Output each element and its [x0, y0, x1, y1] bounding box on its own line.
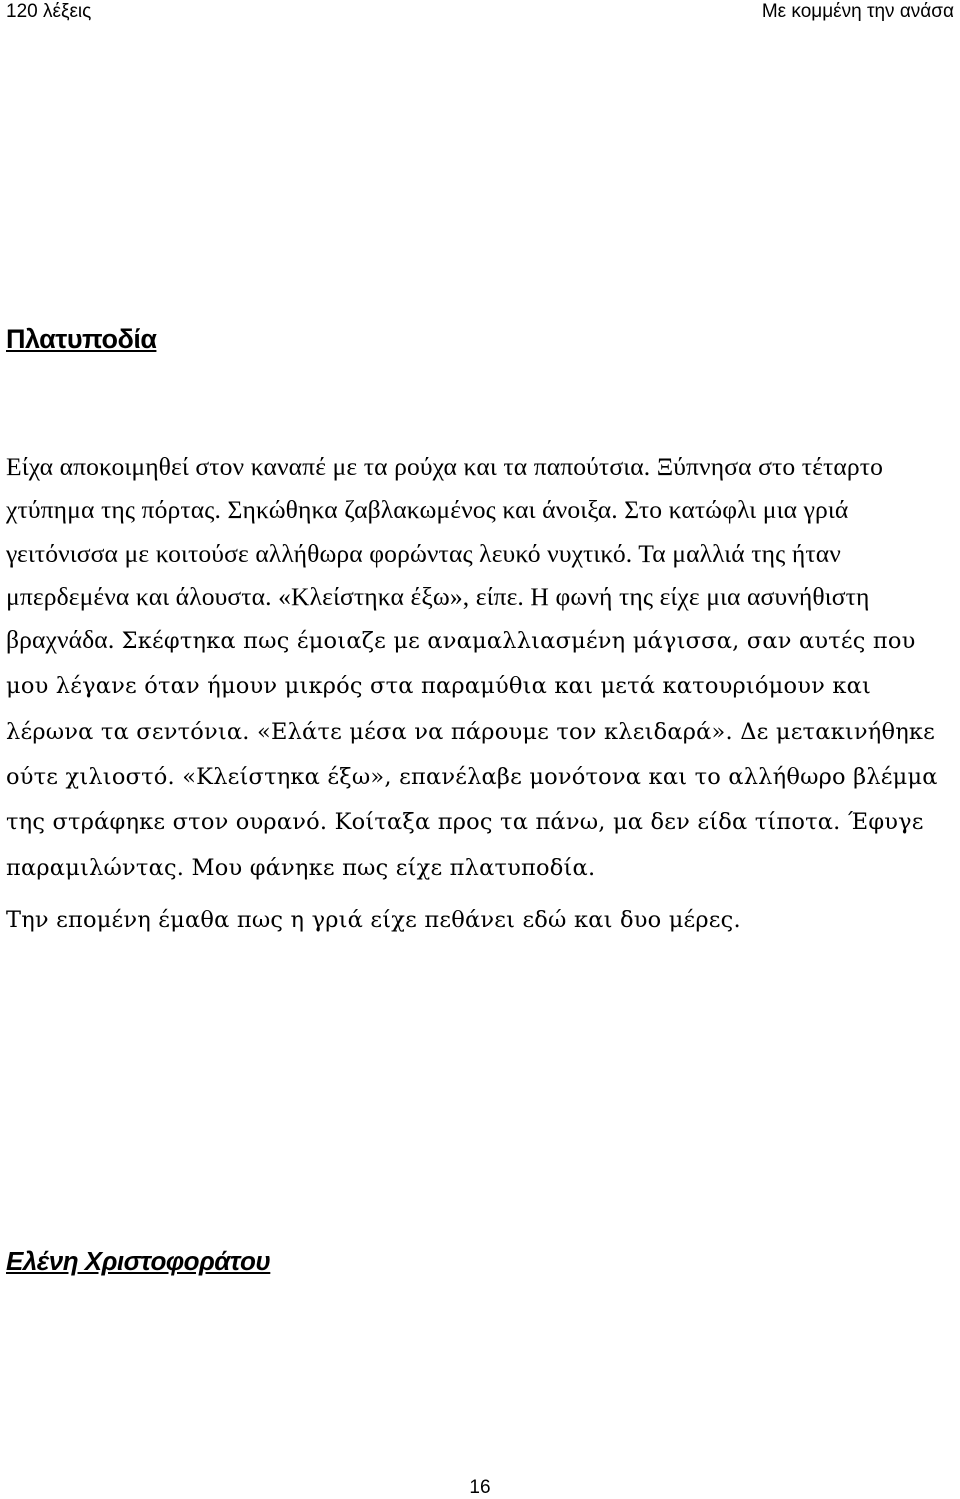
author-name: Ελένη Χριστοφοράτου	[6, 1246, 271, 1276]
story-title: Πλατυποδία	[6, 324, 157, 354]
story-body	[6, 445, 951, 942]
running-header	[6, 0, 954, 28]
story-paragraph	[6, 445, 951, 890]
story-closing-paragraph: Την επομένη έμαθα πως η γριά είχε πεθάνει εδώ και δυο μέρες.	[6, 906, 741, 933]
header-word-count: 120 λέξεις	[6, 1, 92, 22]
paragraph-text-segment: Είχα αποκοιμηθεί στον καναπέ με τα ρούχα και τα παπούτσια. Ξύπνησα στο τέταρτο χτύπημα της πόρτας. Σηκώθηκα ζαβλακωμένος και άνοιξα. Στο κατώφλι μια γριά γειτόνισσα με κοιτούσε αλλήθωρα φορώντας λευκό νυχτικό. Τα μαλλιά της ήταν μπερδεμένα και άλουστα. «Κλείστηκα έξω», είπε. Η φωνή της είχε μια ασυνήθιστη βραχνάδα.	[6, 452, 884, 655]
page-number: 16	[469, 1477, 491, 1498]
header-collection-title: Με κομμένη την ανάσα	[761, 1, 954, 22]
paragraph-text-segment: Σκέφτηκα πως έμοιαζε με αναμαλλιασμένη μάγισσα, σαν αυτές που μου λέγανε όταν ήμουν μικρός στα παραμύθια και μετά κατουριόμουν και λέρωνα τα σεντόνια. «Ελάτε μέσα να πάρουμε τον κλειδαρά». Δε μετακινήθηκε ούτε χιλιοστό. «Κλείστηκα έξω», επανέλαβε μονότονα και το αλλήθωρο βλέμμα της στράφηκε στον ουρανό. Κοίταξα προς τα πάνω, μα δεν είδα τίποτα. Έφυγε παραμιλώντας. Μου φάνηκε πως είχε πλατυποδία.	[6, 628, 938, 881]
